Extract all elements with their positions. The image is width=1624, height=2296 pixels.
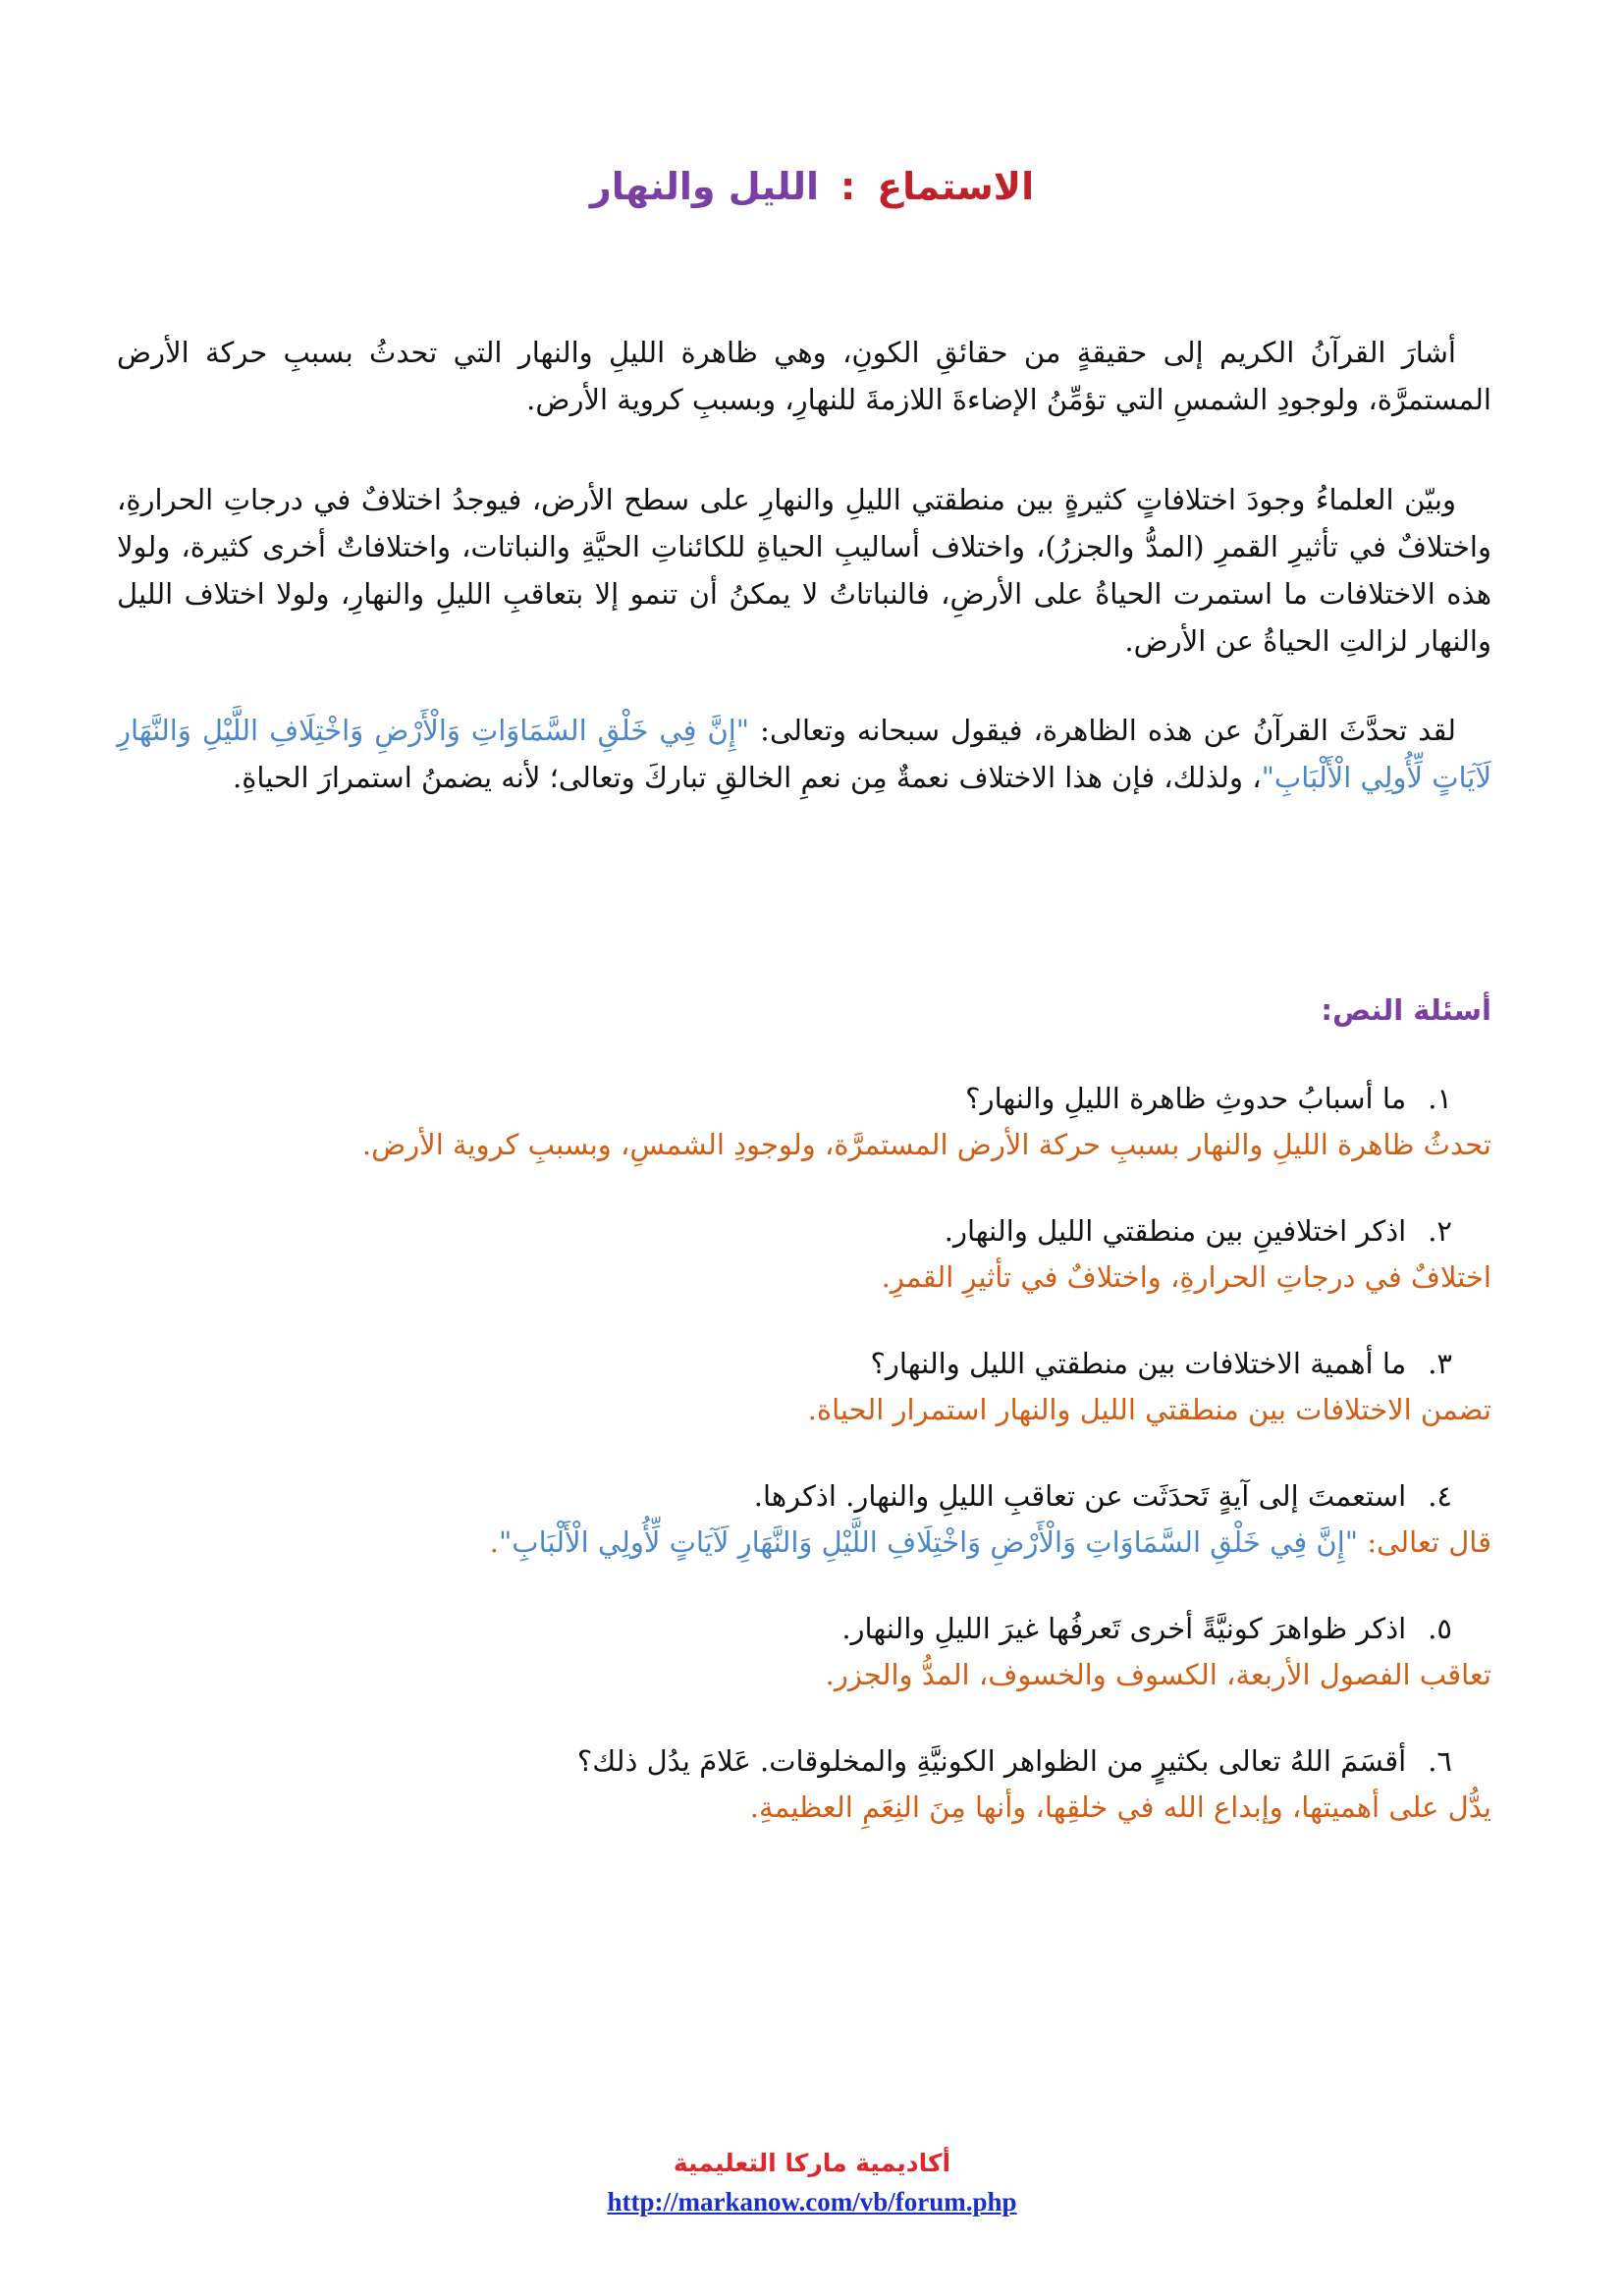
- question-text: ما أهمية الاختلافات بين منطقتي الليل والنهار؟: [870, 1347, 1407, 1380]
- answer-3: تضمن الاختلافات بين منطقتي الليل والنهار استمرار الحياة.: [807, 1393, 1491, 1426]
- answer-1: تحدثُ ظاهرة الليلِ والنهار بسببِ حركة الأرض المستمرَّة، ولوجودِ الشمسِ، وبسببِ كروية الأرض.: [361, 1128, 1491, 1161]
- qa-item-4: [68, 1472, 1491, 1565]
- paragraph-2-text: وبيّن العلماءُ وجودَ اختلافاتٍ كثيرةٍ بين منطقتي الليلِ والنهارِ على سطح الأرض، فيوجدُ اختلافٌ في درجاتِ الحرارةِ، واختلافٌ في تأثيرِ القمرِ (المدُّ والجزرُ)، واختلاف أساليبِ الحياةِ للكائناتِ الحيَّةِ والنباتات، واختلافاتٌ أخرى كثيرة، ولولا هذه الاختلافات ما استمرت الحياةُ على الأرضِ، فالنباتاتُ لا يمكنُ أن تنمو إلا بتعاقبِ الليلِ والنهارِ، ولولا اختلاف الليل والنهار لزالتِ الحياةُ عن الأرض.: [117, 483, 1491, 658]
- qa-item-6: [68, 1737, 1491, 1830]
- paragraph-3: [117, 707, 1491, 801]
- question-number: ٦.: [1428, 1744, 1452, 1778]
- footer-academy-name: أكاديمية ماركا التعليمية: [673, 2149, 951, 2177]
- question-number: ٣.: [1428, 1347, 1452, 1380]
- question-3: [68, 1340, 1491, 1387]
- paragraph-3-after: ، ولذلك، فإن هذا الاختلاف نعمةٌ مِن نعمِ الخالقِ تباركَ وتعالى؛ لأنه يضمنُ استمرارَ الحياةِ.: [232, 761, 1262, 794]
- footer-forum-link[interactable]: http://markanow.com/vb/forum.php: [607, 2187, 1017, 2216]
- qa-item-2: [68, 1207, 1491, 1300]
- question-number: ١.: [1428, 1082, 1452, 1115]
- paragraph-3-before: لقد تحدَّثَ القرآنُ عن هذه الظاهرة، فيقول سبحانه وتعالى:: [749, 714, 1456, 747]
- answer-5: تعاقب الفصول الأربعة، الكسوف والخسوف، المدُّ والجزر.: [825, 1658, 1491, 1691]
- paragraph-3-quran-quote: "إِنَّ فِي خَلْقِ السَّمَاوَاتِ وَالْأَرْضِ وَاخْتِلَافِ اللَّيْلِ وَالنَّهَارِ لَآيَاتٍ لِّأُولِي الْأَلْبَابِ": [117, 714, 1491, 794]
- question-5: [68, 1605, 1491, 1652]
- question-text: أقسَمَ اللهُ تعالى بكثيرٍ من الظواهر الكونيَّةِ والمخلوقات. عَلامَ يدُل ذلك؟: [576, 1744, 1407, 1778]
- question-number: ٤.: [1428, 1479, 1452, 1513]
- page-title: [0, 157, 1624, 216]
- question-number: ٥.: [1428, 1612, 1452, 1645]
- answer-4-suffix: .: [489, 1525, 499, 1559]
- questions-heading: أسئلة النص:: [1321, 993, 1491, 1027]
- question-1: [68, 1075, 1491, 1122]
- qa-item-5: [68, 1605, 1491, 1697]
- question-6: [68, 1737, 1491, 1785]
- paragraph-1-text: أشارَ القرآنُ الكريم إلى حقيقةٍ من حقائقِ الكونِ، وهي ظاهرة الليلِ والنهار التي تحدثُ بسببِ حركة الأرض المستمرَّة، ولوجودِ الشمسِ التي تؤمِّنُ الإضاءةَ اللازمةَ للنهارِ، وبسببِ كروية الأرض.: [117, 336, 1491, 416]
- question-text: اذكر ظواهرَ كونيَّةً أخرى تَعرفُها غيرَ الليلِ والنهار.: [841, 1612, 1407, 1645]
- title-subtitle: الليل والنهار: [589, 165, 819, 208]
- question-2: [68, 1207, 1491, 1255]
- question-text: اذكر اختلافينِ بين منطقتي الليل والنهار.: [944, 1214, 1407, 1248]
- answer-2: اختلافٌ في درجاتِ الحرارةِ، واختلافٌ في تأثيرِ القمرِ.: [881, 1260, 1491, 1294]
- qa-item-3: [68, 1340, 1491, 1432]
- question-text: ما أسبابُ حدوثِ ظاهرة الليلِ والنهار؟: [965, 1082, 1407, 1115]
- answer-4-quran-quote: "إِنَّ فِي خَلْقِ السَّمَاوَاتِ وَالْأَرْضِ وَاخْتِلَافِ اللَّيْلِ وَالنَّهَارِ لَآيَاتٍ لِّأُولِي الْأَلْبَابِ": [498, 1525, 1359, 1559]
- question-4: [68, 1472, 1491, 1520]
- footer: [0, 2145, 1624, 2221]
- title-separator: :: [840, 165, 856, 208]
- answer-4-prefix: قال تعالى:: [1358, 1525, 1491, 1559]
- answer-4: [68, 1520, 1491, 1565]
- paragraph-2: [117, 476, 1491, 665]
- title-main: الاستماع: [877, 165, 1035, 208]
- qa-item-1: [68, 1075, 1491, 1167]
- paragraph-1: [117, 329, 1491, 423]
- question-text: استعمتَ إلى آيةٍ تَحدَثَت عن تعاقبِ الليلِ والنهار. اذكرها.: [753, 1479, 1407, 1513]
- question-number: ٢.: [1428, 1214, 1452, 1248]
- answer-6: يدُّل على أهميتها، وإبداع الله في خلقِها، وأنها مِنَ النِعَمِ العظيمةِ.: [749, 1790, 1491, 1824]
